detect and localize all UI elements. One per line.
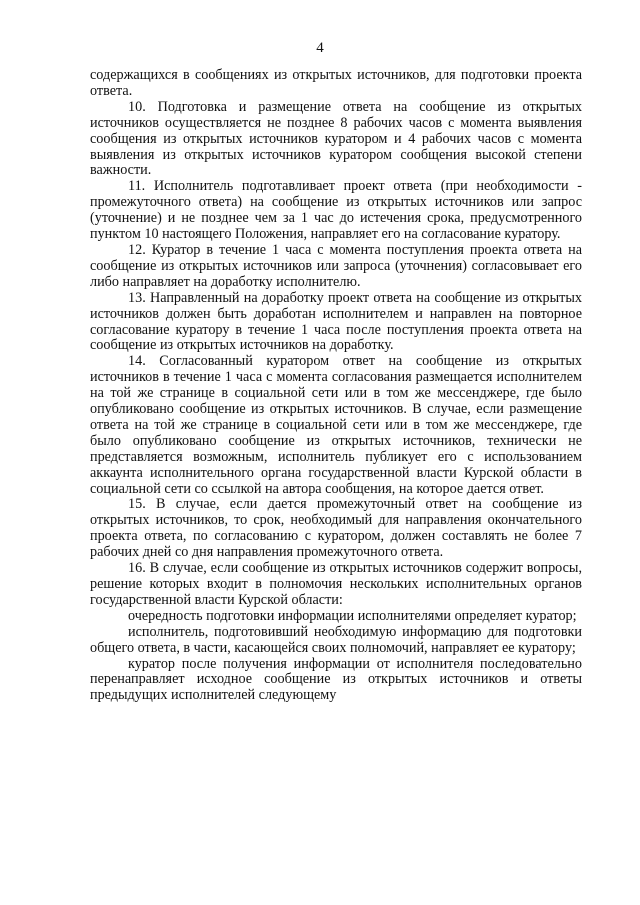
paragraph-16-item-1: очередность подготовки информации исполнителями определяет куратор; bbox=[128, 607, 577, 624]
page-number: 4 bbox=[316, 40, 324, 56]
paragraph-15: 15. В случае, если дается промежуточный ответ на сообщение из открытых источников, то срок, необходимый для направления окончательного проекта ответа, по согласованию с куратором, должен составлять не более 7 рабочих дней со дня направления промежуточного ответа. bbox=[90, 496, 582, 561]
paragraph-14: 14. Согласованный куратором ответ на сообщение из открытых источников в течение 1 часа с момента согласования размещается исполнителем на той же странице в социальной сети или в том же мессенджере, где было опубликовано сообщение из открытых источников. В случае, если размещение ответа на той же странице в социальной сети или в том же мессенджере, где было опубликовано сообщение из открытых источников, технически не представляется возможным, исполнитель публикует его с использованием аккаунта исполнительного органа государственной власти Курской области в социальной сети со ссылкой на автора сообщения, на которое дается ответ. bbox=[90, 353, 582, 497]
paragraph-16: 16. В случае, если сообщение из открытых источников содержит вопросы, решение которых входит в полномочия нескольких исполнительных органов государственной власти Курской области: bbox=[90, 560, 582, 608]
paragraph-16-item-2: исполнитель, подготовивший необходимую информацию для подготовки общего ответа, в части, касающейся своих полномочий, направляет ее куратору; bbox=[90, 623, 582, 656]
document-body bbox=[90, 68, 582, 704]
paragraph-12: 12. Куратор в течение 1 часа с момента поступления проекта ответа на сообщение из открытых источников или запроса (уточнения) согласовывает его либо направляет на доработку исполнителю. bbox=[90, 241, 582, 290]
paragraph-continuation: содержащихся в сообщениях из открытых источников, для подготовки проекта ответа. bbox=[90, 67, 582, 99]
paragraph-13: 13. Направленный на доработку проект ответа на сообщение из открытых источников должен быть доработан исполнителем и направлен на повторное согласование куратору в течение 1 часа после поступления проекта ответа на сообщение из открытых источников на доработку. bbox=[90, 289, 582, 354]
paragraph-16-item-3: куратор после получения информации от исполнителя последовательно перенаправляет исходное сообщение из открытых источников и ответы предыдущих исполнителей следующему bbox=[90, 655, 582, 704]
paragraph-11: 11. Исполнитель подготавливает проект ответа (при необходимости - промежуточного ответа) на сообщение из открытых источников или запрос (уточнение) и не позднее чем за 1 час до истечения срока, предусмотренного пунктом 10 настоящего Положения, направляет его на согласование куратору. bbox=[90, 178, 582, 243]
paragraph-10: 10. Подготовка и размещение ответа на сообщение из открытых источников осуществляется не позднее 8 рабочих часов с момента выявления сообщения из открытых источников куратором и 4 рабочих часов с момента выявления из открытых источников куратором сообщения высокой степени важности. bbox=[90, 98, 582, 179]
